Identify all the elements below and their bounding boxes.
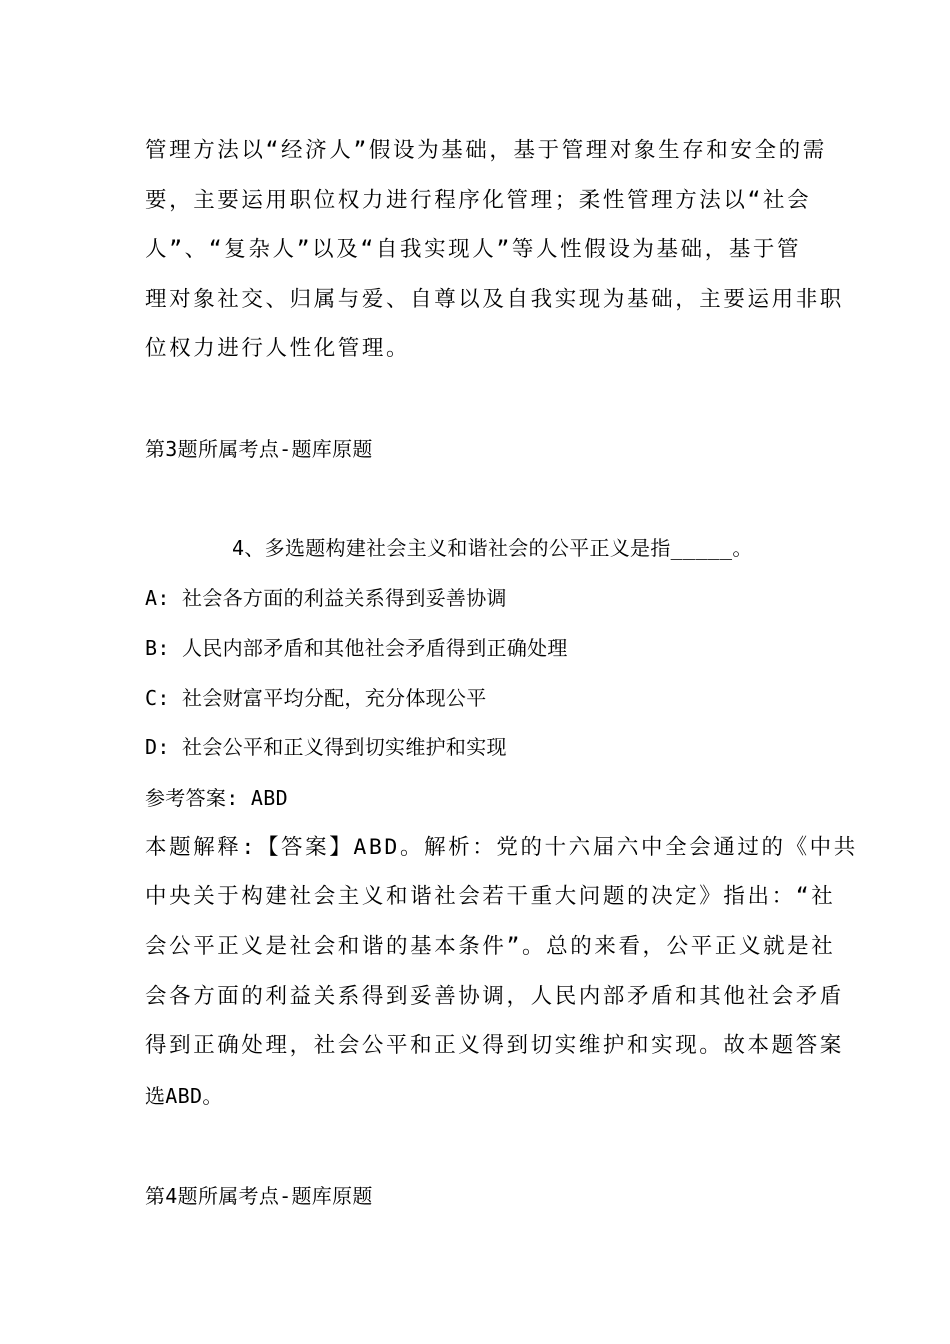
option-a: A: 社会各方面的利益关系得到妥善协调 xyxy=(145,586,507,610)
reference-answer: 参考答案: ABD xyxy=(145,786,288,810)
option-d: D: 社会公平和正义得到切实维护和实现 xyxy=(145,735,507,759)
option-c: C: 社会财富平均分配，充分体现公平 xyxy=(145,686,487,710)
explanation-line: 得到正确处理，社会公平和正义得到切实维护和实现。故本题答案 xyxy=(145,1033,844,1058)
explanation-line: 会公平正义是社会和谐的基本条件”。总的来看，公平正义就是社 xyxy=(145,934,836,959)
explanation-line: 选ABD。 xyxy=(145,1084,223,1108)
q4-topic-label: 第4题所属考点-题库原题 xyxy=(145,1184,373,1208)
explanation-line: 本题解释:【答案】ABD。解析：党的十六届六中全会通过的《中共 xyxy=(145,835,858,860)
paragraph-line: 管理方法以“经济人”假设为基础，基于管理对象生存和安全的需 xyxy=(145,138,827,163)
question-stem: 4、多选题构建社会主义和谐社会的公平正义是指_____。 xyxy=(232,536,753,560)
q3-topic-label: 第3题所属考点-题库原题 xyxy=(145,437,373,461)
paragraph-line: 要，主要运用职位权力进行程序化管理；柔性管理方法以“社会 xyxy=(145,188,812,213)
paragraph-line: 位权力进行人性化管理。 xyxy=(145,336,411,361)
explanation-line: 中央关于构建社会主义和谐社会若干重大问题的决定》指出：“社 xyxy=(145,884,836,909)
paragraph-line: 人”、“复杂人”以及“自我实现人”等人性假设为基础，基于管 xyxy=(145,237,802,262)
explanation-line: 会各方面的利益关系得到妥善协调，人民内部矛盾和其他社会矛盾 xyxy=(145,984,844,1009)
option-b: B: 人民内部矛盾和其他社会矛盾得到正确处理 xyxy=(145,636,568,660)
paragraph-line: 理对象社交、归属与爱、自尊以及自我实现为基础，主要运用非职 xyxy=(145,287,844,312)
